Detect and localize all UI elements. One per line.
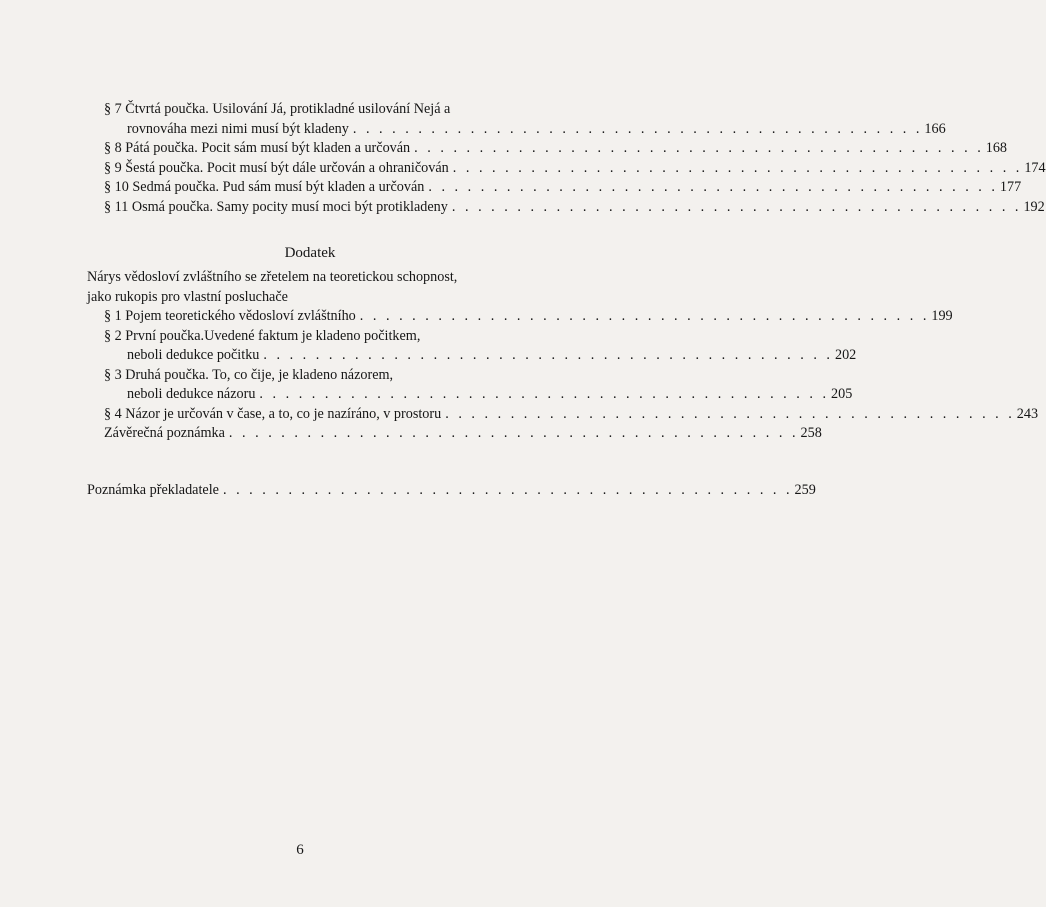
toc-page-number: 205 — [831, 386, 853, 402]
appendix-heading: Dodatek — [284, 245, 336, 261]
toc-page-number: 202 — [834, 347, 857, 363]
leader-dots: . . . . . . . . . . . . . . . . . . . . . . . . . . . . . . . . . . . . . . . . . . . . — [263, 347, 833, 363]
toc-page-number: 199 — [931, 308, 953, 324]
toc-page-number: 192 — [1023, 198, 1045, 215]
toc-appendix-4[interactable] — [87, 405, 1039, 425]
page-number: 6 — [296, 842, 304, 858]
leader-dots: . . . . . . . . . . . . . . . . . . . . . . . . . . . . . . . . . . . . . . . . . . . . — [445, 405, 1015, 422]
toc-entry-9[interactable] — [87, 159, 1046, 179]
toc-page-number: 174 — [1024, 159, 1046, 176]
toc-appendix-closing[interactable] — [87, 424, 822, 444]
toc-page-number: 168 — [985, 140, 1008, 156]
toc-entry-label: Závěrečná poznámka — [104, 425, 225, 441]
toc-entry-label: § 10 Sedmá poučka. Pud sám musí být kladen a určován — [104, 179, 425, 195]
toc-appendix-3-line1: § 3 Druhá poučka. To, co čije, je kladeno názorem, — [104, 366, 394, 383]
toc-page-number: 258 — [800, 425, 822, 441]
toc-section-translator — [87, 481, 816, 501]
toc-entry-label: § 1 Pojem teoretického vědosloví zvláštního — [104, 308, 356, 324]
toc-entry-10[interactable] — [87, 178, 1022, 198]
toc-entry-label: § 9 Šestá poučka. Pocit musí být dále určován a ohraničován — [104, 159, 449, 176]
toc-page-number: 177 — [999, 179, 1022, 195]
toc-appendix-2-line1: § 2 První poučka.Uvedené faktum je kladeno počitkem, — [104, 327, 421, 344]
toc-appendix-1[interactable] — [87, 307, 953, 327]
toc-page-number: 243 — [1016, 405, 1039, 422]
toc-entry-7[interactable] — [87, 120, 946, 140]
toc-entry-7-line1: § 7 Čtvrtá poučka. Usilování Já, protikladné usilování Nejá a — [104, 101, 451, 117]
toc-page-number: 259 — [794, 482, 816, 498]
leader-dots: . . . . . . . . . . . . . . . . . . . . . . . . . . . . . . . . . . . . . . . . . . . . — [451, 198, 1022, 215]
leader-dots: . . . . . . . . . . . . . . . . . . . . . . . . . . . . . . . . . . . . . . . . . . . . — [222, 482, 793, 498]
toc-entry-label: § 4 Názor je určován v čase, a to, co je nazíráno, v prostoru — [104, 405, 442, 422]
toc-entry-label: Poznámka překladatele — [87, 482, 219, 498]
leader-dots: . . . . . . . . . . . . . . . . . . . . . . . . . . . . . . . . . . . . . . . . . . . . — [428, 179, 998, 195]
leader-dots: . . . . . . . . . . . . . . . . . . . . . . . . . . . . . . . . . . . . . . . . . . . . — [414, 140, 984, 156]
toc-entry-label: neboli dedukce názoru — [127, 386, 256, 402]
toc-appendix-2[interactable] — [87, 346, 857, 366]
leader-dots: . . . . . . . . . . . . . . . . . . . . . . . . . . . . . . . . . . . . . . . . . . . . — [352, 120, 923, 137]
toc-translator-note[interactable] — [87, 481, 816, 501]
toc-entry-label: neboli dedukce počitku — [127, 347, 260, 363]
toc-page-number: 166 — [924, 120, 946, 137]
leader-dots: . . . . . . . . . . . . . . . . . . . . . . . . . . . . . . . . . . . . . . . . . . . . — [228, 425, 799, 441]
toc-appendix-3[interactable] — [87, 385, 853, 405]
leader-dots: . . . . . . . . . . . . . . . . . . . . . . . . . . . . . . . . . . . . . . . . . . . . — [359, 308, 930, 324]
appendix-intro-line1: Nárys vědosloví zvláštního se zřetelem na teoretickou schopnost, — [87, 269, 458, 285]
toc-entry-label: § 11 Osmá poučka. Samy pocity musí moci být protikladeny — [104, 198, 448, 215]
appendix-intro-line2: jako rukopis pro vlastní posluchače — [87, 288, 288, 305]
leader-dots: . . . . . . . . . . . . . . . . . . . . . . . . . . . . . . . . . . . . . . . . . . . . — [452, 159, 1023, 176]
toc-entry-label: § 8 Pátá poučka. Pocit sám musí být kladen a určován — [104, 140, 411, 156]
toc-entry-11[interactable] — [87, 198, 1045, 218]
leader-dots: . . . . . . . . . . . . . . . . . . . . . . . . . . . . . . . . . . . . . . . . . . . . — [259, 386, 829, 402]
toc-entry-7-line2: rovnováha mezi nimi musí být kladeny — [127, 120, 349, 137]
toc-entry-8[interactable] — [87, 139, 1008, 159]
toc-section-main — [87, 100, 1046, 217]
toc-section-appendix — [87, 268, 1039, 444]
